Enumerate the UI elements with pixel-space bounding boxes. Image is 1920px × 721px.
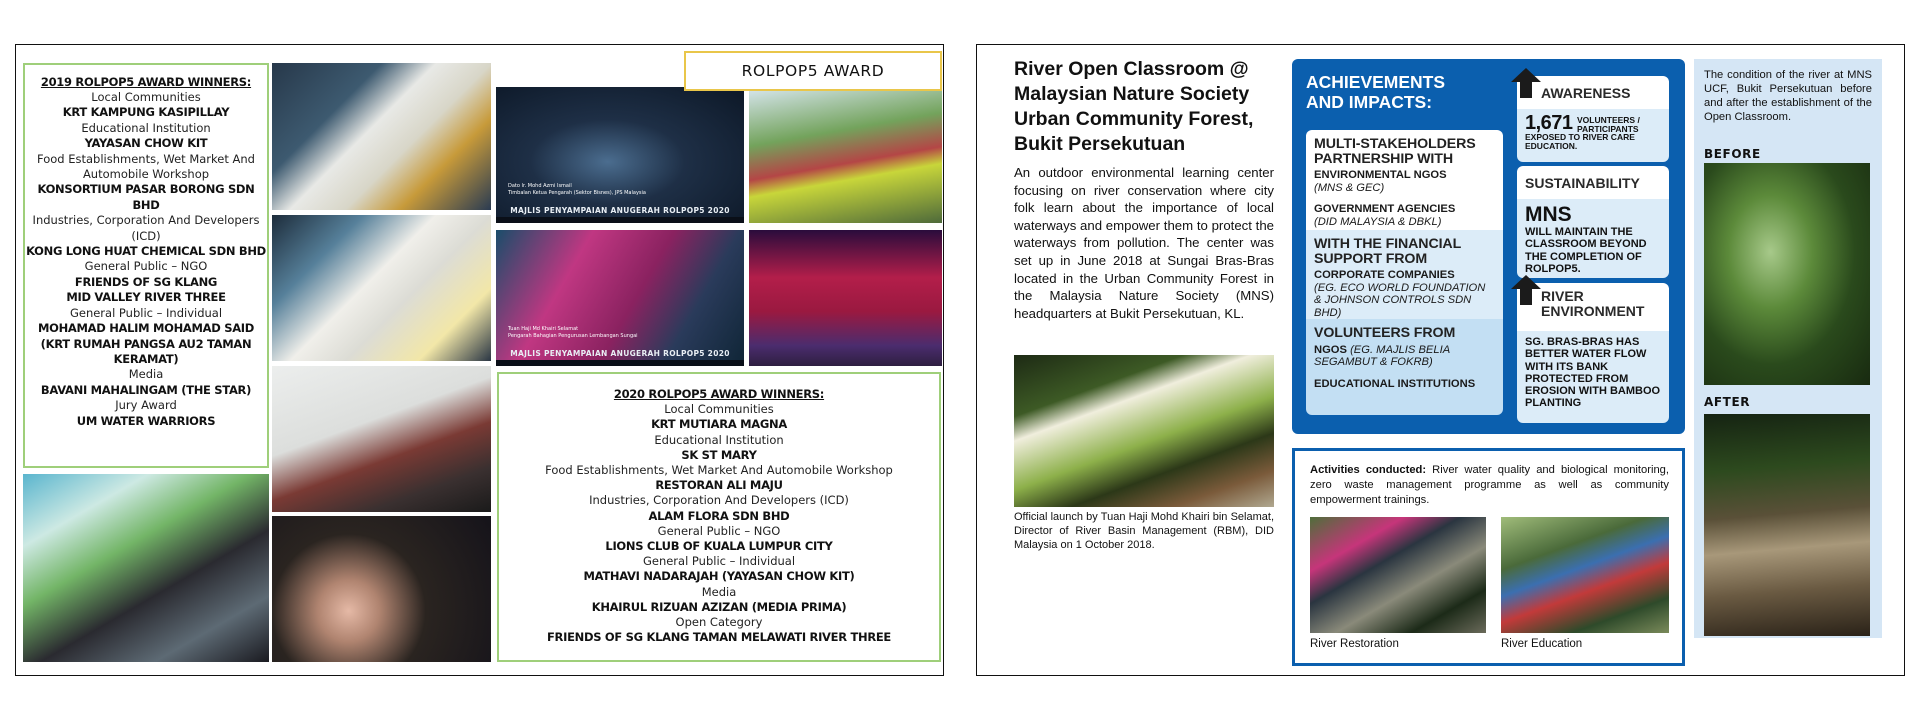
photo-award-presentation-certificate — [272, 215, 491, 361]
video1-speaker-role: Timbalan Ketua Pengarah (Sektor Bisnes), JPS Malaysia — [508, 190, 646, 196]
award-winner: KONG LONG HUAT CHEMICAL SDN BHD — [26, 244, 266, 259]
photo-singer-performance — [272, 366, 491, 512]
river-head-line1: RIVER — [1541, 288, 1584, 304]
winners-2020-list — [499, 402, 939, 645]
photo-river-education — [1501, 517, 1669, 633]
award-winner: SK ST MARY — [681, 447, 757, 462]
photo-community-signboard — [749, 87, 942, 223]
photo-video-speaker-2 — [496, 230, 744, 366]
financial-corporate-detail: (EG. ECO WORLD FOUNDATION & JOHNSON CONTROLS SDN BHD) — [1314, 281, 1486, 319]
award-category: Media — [701, 584, 737, 599]
video2-banner: MAJLIS PENYAMPAIAN ANUGERAH ROLPOP5 2020 — [510, 349, 730, 358]
video2-player-bar — [496, 360, 744, 366]
award-category: Educational Institution — [81, 120, 211, 135]
award-winner: FRIENDS OF SG KLANG TAMAN MELAWATI RIVER THREE — [547, 630, 891, 645]
river-text: SG. BRAS-BRAS HAS BETTER WATER FLOW WITH ITS BANK PROTECTED FROM EROSION WITH BAMBOO PLANTING — [1525, 336, 1661, 410]
card-multi-stakeholders — [1306, 130, 1503, 230]
activities-body: River water quality and biological monitoring, zero waste management programme as well as community empowerment trainings. — [1310, 464, 1669, 506]
winners-2019-box — [23, 63, 269, 468]
activities-text — [1310, 463, 1669, 508]
financial-corporate: CORPORATE COMPANIES — [1314, 269, 1455, 281]
before-label: BEFORE — [1704, 147, 1761, 161]
achievements-title — [1306, 72, 1445, 112]
photo-guests-dinner — [272, 516, 491, 662]
photo-official-launch — [1014, 355, 1274, 507]
achievements-panel — [1292, 59, 1685, 434]
award-winner: KRT KAMPUNG KASIPILLAY — [62, 105, 230, 120]
video2-speaker-caption — [508, 326, 638, 340]
multi-ngos: ENVIRONMENTAL NGOS — [1314, 169, 1447, 181]
awareness-head: AWARENESS — [1517, 76, 1669, 109]
winners-2019-list — [25, 90, 267, 429]
volunteers-ngos-detail: (EG. MAJLIS BELIA SEGAMBUT & FOKRB) — [1314, 343, 1450, 368]
river-head-line2: ENVIRONMENT — [1541, 303, 1645, 319]
video1-speaker-caption — [508, 183, 646, 197]
multi-head: MULTI-STAKEHOLDERS PARTNERSHIP WITH — [1314, 136, 1476, 167]
award-category: Local Communities — [91, 90, 201, 104]
photo-river-before — [1704, 163, 1870, 385]
page-title: River Open Classroom @ Malaysian Nature Society Urban Community Forest, Bukit Persekutuan — [1014, 58, 1254, 155]
video1-banner: MAJLIS PENYAMPAIAN ANUGERAH ROLPOP5 2020 — [510, 206, 730, 215]
photo-video-speaker-1 — [496, 87, 744, 223]
award-winner: FRIENDS OF SG KLANG — [74, 274, 218, 289]
up-arrow-icon — [1510, 274, 1542, 306]
photo-stage-dignitaries — [749, 230, 942, 366]
volunteers-ngos: NGOS — [1314, 343, 1347, 356]
after-label: AFTER — [1704, 395, 1751, 409]
award-category: Food Establishments, Wet Market And Automobile Workshop — [545, 463, 893, 478]
financial-head: WITH THE FINANCIAL SUPPORT FROM — [1314, 236, 1461, 267]
award-category: Educational Institution — [654, 432, 784, 447]
award-winner: LIONS CLUB OF KUALA LUMPUR CITY — [605, 539, 833, 554]
multi-ngos-detail: (MNS & GEC) — [1314, 181, 1385, 194]
award-winner: MATHAVI NADARAJAH (YAYASAN CHOW KIT) — [583, 569, 855, 584]
award-winner: RESTORAN ALI MAJU — [655, 478, 783, 493]
volunteers-head: VOLUNTEERS FROM — [1314, 325, 1456, 341]
caption-river-education: River Education — [1501, 638, 1583, 650]
award-category: General Public – NGO — [657, 523, 781, 538]
award-category: General Public – NGO — [84, 259, 208, 274]
up-arrow-icon — [1510, 67, 1542, 99]
card-financial-support — [1306, 230, 1503, 319]
sustain-mns: MNS — [1525, 203, 1572, 226]
achievements-title-line1: ACHIEVEMENTS — [1306, 72, 1446, 92]
achievements-title-line2: AND IMPACTS: — [1306, 92, 1433, 112]
photo-river-restoration — [1310, 517, 1486, 633]
award-category: Food Establishments, Wet Market And Automobile Workshop — [37, 151, 255, 182]
award-winner: KRT MUTIARA MAGNA — [651, 417, 787, 432]
award-category: Local Communities — [664, 402, 774, 417]
activities-panel — [1292, 448, 1685, 666]
launch-caption: Official launch by Tuan Haji Mohd Khairi bin Selamat, Director of River Basin Management (RBM), DID Malaysia on 1 October 2018. — [1014, 511, 1274, 551]
description-paragraph: An outdoor environmental learning center focusing on river conservation where city folk learn about the importance of local waterways and empower them to protect the waterways from pollution. The center was set up in June 2018 at Sungai Bras-Bras located in the Urban Community Forest in the Malaysia Nature Society (MNS) headquarters at Bukit Persekutuan, KL. — [1014, 165, 1274, 321]
awareness-side: VOLUNTEERS / PARTICIPANTS — [1577, 115, 1640, 134]
award-category: Open Category — [675, 615, 763, 630]
right-page-river-open-classroom — [976, 44, 1905, 676]
award-category: Industries, Corporation And Developers (ICD) — [32, 213, 260, 243]
card-volunteers — [1306, 319, 1503, 415]
video2-speaker-name: Tuan Haji Md Khairi Selamat — [508, 326, 579, 332]
left-page-rolpop5-award — [15, 44, 944, 676]
photo-winners-group — [23, 474, 269, 662]
award-winner: UM WATER WARRIORS — [76, 413, 216, 428]
award-winner: YAYASAN CHOW KIT — [84, 136, 208, 151]
award-winner: MID VALLEY RIVER THREE — [66, 290, 226, 305]
sustain-head: SUSTAINABILITY — [1517, 166, 1669, 199]
caption-river-restoration: River Restoration — [1310, 638, 1399, 650]
winners-2020-box — [497, 372, 941, 662]
activities-label: Activities conducted: — [1310, 464, 1427, 476]
multi-agencies-detail: (DID MALAYSIA & DBKL) — [1314, 215, 1442, 228]
awareness-tail: EXPOSED TO RIVER CARE EDUCATION. — [1525, 132, 1635, 151]
volunteers-edu: EDUCATIONAL INSTITUTIONS — [1314, 377, 1476, 390]
award-category: General Public – Individual — [69, 305, 223, 320]
award-category: Jury Award — [115, 398, 177, 413]
award-winner: MOHAMAD HALIM MOHAMAD SAID (KRT RUMAH PANGSA AU2 TAMAN KERAMAT) — [37, 321, 255, 366]
award-category: Industries, Corporation And Developers (ICD) — [589, 493, 849, 508]
sustain-text: WILL MAINTAIN THE CLASSROOM BEYOND THE COMPLETION OF ROLPOP5. — [1525, 226, 1647, 275]
multi-agencies: GOVERNMENT AGENCIES — [1314, 203, 1456, 215]
video1-player-bar — [496, 217, 744, 223]
video2-speaker-role: Pengarah Bahagian Pengurusan Lembangan Sungai — [508, 333, 638, 339]
before-after-text: The condition of the river at MNS UCF, Bukit Persekutuan before and after the establishment of the Open Classroom. — [1704, 69, 1872, 123]
winners-2020-title: 2020 ROLPOP5 AWARD WINNERS: — [613, 387, 825, 401]
award-winner: ALAM FLORA SDN BHD — [648, 508, 790, 523]
winners-2019-title: 2019 ROLPOP5 AWARD WINNERS: — [40, 75, 252, 89]
rolpop5-award-header: ROLPOP5 AWARD — [684, 51, 942, 91]
award-category: General Public – Individual — [642, 554, 796, 569]
video1-speaker-name: Dato Ir. Mohd Azmi Ismail — [508, 183, 572, 189]
photo-river-after — [1704, 414, 1870, 636]
photo-award-presentation-hamper — [272, 63, 491, 210]
awareness-number: 1,671 — [1525, 112, 1573, 134]
award-winner: BAVANI MAHALINGAM (THE STAR) — [40, 382, 252, 397]
before-after-panel — [1694, 59, 1882, 638]
award-winner: KHAIRUL RIZUAN AZIZAN (MEDIA PRIMA) — [591, 599, 847, 614]
impact-sustainability — [1517, 166, 1669, 278]
award-category: Media — [128, 367, 164, 382]
award-winner: KONSORTIUM PASAR BORONG SDN BHD — [37, 182, 255, 212]
